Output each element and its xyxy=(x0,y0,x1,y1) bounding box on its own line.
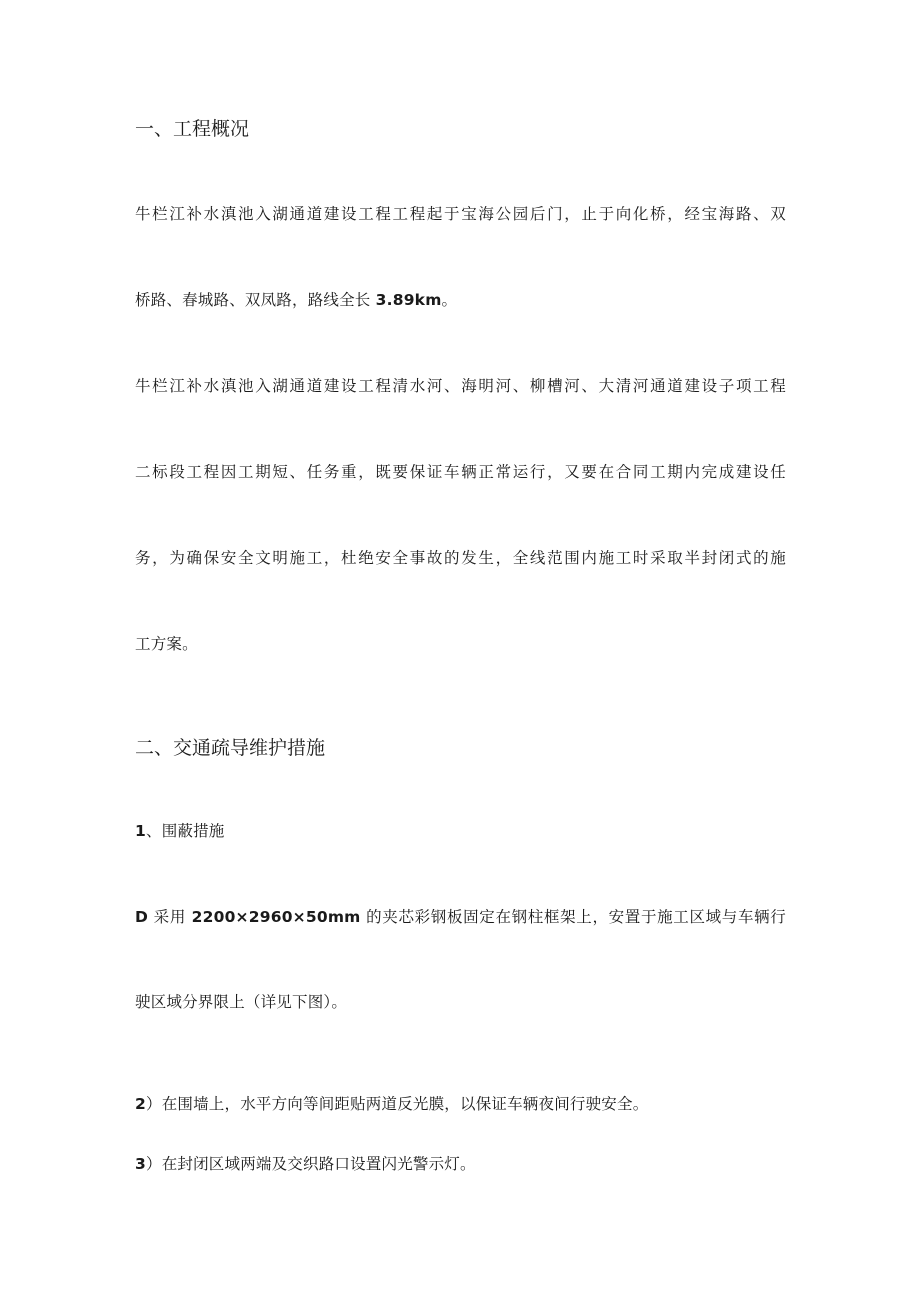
item-text: ）在封闭区域两端及交织路口设置闪光警示灯。 xyxy=(146,1155,476,1173)
item-number: 3 xyxy=(135,1155,146,1173)
item-text: ）在围墙上，水平方向等间距贴两道反光膜，以保证车辆夜间行驶安全。 xyxy=(146,1095,649,1113)
paragraph-line: 务，为确保安全文明施工，杜绝安全事故的发生，全线范围内施工时采取半封闭式的施 xyxy=(135,549,786,567)
panel-dimensions: 2200×2960×50mm xyxy=(191,908,361,926)
paragraph-line: 牛栏江补水滇池入湖通道建设工程清水河、海明河、柳槽河、大清河通道建设子项工程 xyxy=(135,377,786,395)
text-run: 采用 xyxy=(148,908,192,926)
subsection-number: 1 xyxy=(135,822,146,840)
item-marker: D xyxy=(135,908,149,926)
paragraph-line: 工方案。 xyxy=(135,635,198,653)
item-number: 2 xyxy=(135,1095,146,1113)
list-item xyxy=(135,1092,648,1114)
text-run: 。 xyxy=(441,291,458,309)
paragraph-line: 二标段工程因工期短、任务重，既要保证车辆正常运行，又要在合同工期内完成建设任 xyxy=(135,463,786,481)
section-heading-traffic: 二、交通疏导维护措施 xyxy=(135,737,326,759)
list-item-line: 驶区域分界限上（详见下图）。 xyxy=(135,993,348,1011)
list-item xyxy=(135,1152,476,1174)
text-run: 桥路、春城路、双凤路，路线全长 xyxy=(135,291,376,309)
text-run: 的夹芯彩钢板固定在钢柱框架上，安置于施工区域与车辆行 xyxy=(360,908,786,926)
list-item-line xyxy=(135,905,786,927)
route-length-value: 3.89km xyxy=(375,291,442,309)
paragraph-line: 牛栏江补水滇池入湖通道建设工程工程起于宝海公园后门，止于向化桥，经宝海路、双 xyxy=(135,205,786,223)
paragraph-line xyxy=(135,288,457,310)
section-heading-overview: 一、工程概况 xyxy=(135,118,250,140)
subsection-heading-enclosure xyxy=(135,819,225,841)
subsection-title: 、围蔽措施 xyxy=(146,822,225,840)
